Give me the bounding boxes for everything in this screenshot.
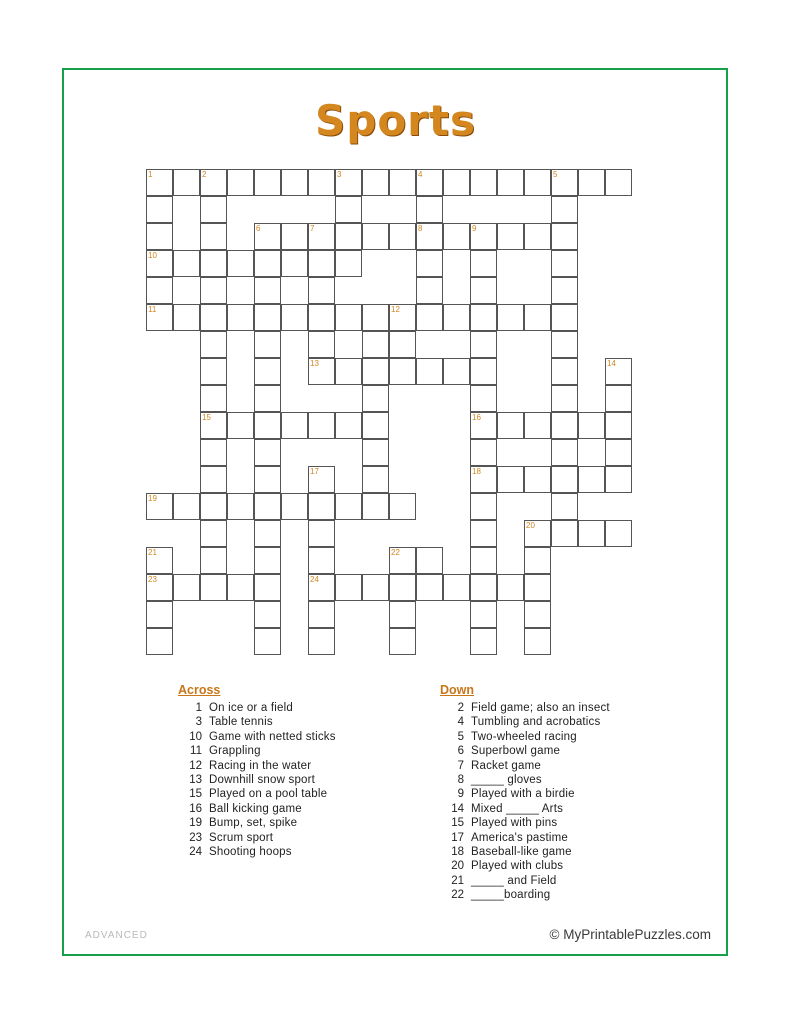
grid-cell[interactable]	[578, 520, 605, 547]
cell-number: 4	[418, 170, 423, 179]
grid-cell[interactable]	[200, 520, 227, 547]
grid-cell[interactable]	[605, 358, 632, 385]
down-clue-item	[440, 773, 720, 787]
cell-number: 9	[472, 224, 477, 233]
down-clue-item	[440, 845, 720, 859]
grid-cell[interactable]	[497, 412, 524, 439]
across-clue-item	[178, 787, 428, 801]
grid-cell[interactable]	[335, 169, 362, 196]
grid-cell[interactable]	[605, 466, 632, 493]
grid-cell[interactable]	[551, 412, 578, 439]
down-clue-number: 17	[451, 831, 464, 844]
grid-cell[interactable]	[254, 547, 281, 574]
grid-cell[interactable]	[335, 358, 362, 385]
grid-cell[interactable]	[362, 574, 389, 601]
cell-number: 20	[526, 521, 535, 530]
grid-cell[interactable]	[524, 304, 551, 331]
grid-cell[interactable]	[605, 439, 632, 466]
across-clue-item	[178, 845, 428, 859]
grid-cell[interactable]	[227, 169, 254, 196]
grid-cell[interactable]	[524, 466, 551, 493]
grid-cell[interactable]	[416, 223, 443, 250]
across-clue-text: Scrum sport	[209, 831, 274, 844]
grid-cell[interactable]	[551, 250, 578, 277]
down-clue-text: Played with pins	[471, 817, 558, 830]
down-clue-number: 22	[451, 889, 464, 902]
cell-number: 16	[472, 413, 481, 422]
grid-cell[interactable]	[389, 547, 416, 574]
grid-cell[interactable]	[362, 358, 389, 385]
grid-cell[interactable]	[200, 493, 227, 520]
grid-cell[interactable]	[524, 412, 551, 439]
crossword-grid[interactable]	[146, 169, 632, 655]
grid-cell[interactable]	[254, 574, 281, 601]
grid-cell[interactable]	[173, 493, 200, 520]
grid-cell[interactable]	[551, 493, 578, 520]
across-clue-item	[178, 715, 428, 729]
grid-cell[interactable]	[389, 169, 416, 196]
grid-cell[interactable]	[416, 547, 443, 574]
grid-cell[interactable]	[308, 304, 335, 331]
cell-number: 21	[148, 548, 157, 557]
cell-number: 8	[418, 224, 423, 233]
grid-cell[interactable]	[470, 358, 497, 385]
grid-cell[interactable]	[524, 223, 551, 250]
grid-cell[interactable]	[254, 277, 281, 304]
grid-cell[interactable]	[227, 493, 254, 520]
cell-number: 12	[391, 305, 400, 314]
copyright-notice: © MyPrintablePuzzles.com	[549, 927, 711, 942]
across-clue-number: 3	[195, 716, 202, 729]
grid-cell[interactable]	[551, 331, 578, 358]
grid-cell[interactable]	[335, 304, 362, 331]
grid-cell[interactable]	[227, 412, 254, 439]
grid-cell[interactable]	[146, 196, 173, 223]
down-clue-text: America's pastime	[471, 831, 568, 844]
grid-cell[interactable]	[281, 493, 308, 520]
grid-cell[interactable]	[470, 439, 497, 466]
grid-cell[interactable]	[281, 412, 308, 439]
grid-cell[interactable]	[146, 601, 173, 628]
grid-cell[interactable]	[470, 520, 497, 547]
grid-cell[interactable]	[551, 358, 578, 385]
grid-cell[interactable]	[497, 466, 524, 493]
across-clue-item	[178, 759, 428, 773]
grid-cell[interactable]	[551, 196, 578, 223]
down-clue-number: 9	[457, 788, 464, 801]
grid-cell[interactable]	[281, 250, 308, 277]
grid-cell[interactable]	[335, 574, 362, 601]
grid-cell[interactable]	[308, 277, 335, 304]
grid-cell[interactable]	[578, 466, 605, 493]
down-clue-text: Field game; also an insect	[471, 702, 610, 714]
across-clues-column	[178, 683, 428, 859]
grid-cell[interactable]	[254, 412, 281, 439]
grid-cell[interactable]	[254, 169, 281, 196]
down-clue-item	[440, 787, 720, 801]
across-clue-text: Ball kicking game	[209, 802, 302, 815]
across-heading: Across	[178, 683, 221, 697]
difficulty-label: ADVANCED	[85, 930, 148, 941]
across-clue-number: 16	[189, 802, 202, 815]
across-clue-number: 10	[189, 730, 202, 743]
grid-cell[interactable]	[443, 169, 470, 196]
grid-cell[interactable]	[146, 223, 173, 250]
grid-cell[interactable]	[389, 601, 416, 628]
grid-cell[interactable]	[551, 385, 578, 412]
grid-cell[interactable]	[254, 520, 281, 547]
grid-cell[interactable]	[470, 412, 497, 439]
grid-cell[interactable]	[362, 331, 389, 358]
cell-number: 18	[472, 467, 481, 476]
grid-cell[interactable]	[200, 277, 227, 304]
down-heading: Down	[440, 683, 475, 697]
cell-number: 5	[553, 170, 558, 179]
grid-cell[interactable]	[389, 331, 416, 358]
grid-cell[interactable]	[173, 250, 200, 277]
down-clue-number: 6	[457, 745, 464, 758]
down-clue-text: _____boarding	[471, 889, 551, 902]
down-clue-text: _____ gloves	[471, 774, 542, 787]
grid-cell[interactable]	[254, 223, 281, 250]
crossword-grid-cells[interactable]	[146, 169, 632, 655]
grid-cell[interactable]	[146, 304, 173, 331]
grid-cell[interactable]	[443, 304, 470, 331]
cell-number: 23	[148, 575, 157, 584]
down-clue-list	[440, 701, 720, 903]
grid-cell[interactable]	[605, 520, 632, 547]
down-clue-number: 18	[451, 846, 464, 859]
grid-cell[interactable]	[254, 385, 281, 412]
grid-cell[interactable]	[146, 574, 173, 601]
across-clue-item	[178, 831, 428, 845]
grid-cell[interactable]	[524, 574, 551, 601]
grid-cell[interactable]	[335, 493, 362, 520]
down-clue-text: Mixed _____ Arts	[471, 802, 564, 815]
down-clue-number: 5	[457, 730, 464, 743]
cell-number: 15	[202, 413, 211, 422]
cell-number: 10	[148, 251, 157, 260]
down-clue-number: 2	[457, 702, 464, 714]
grid-cell[interactable]	[470, 601, 497, 628]
grid-cell[interactable]	[308, 547, 335, 574]
across-clue-text: Shooting hoops	[209, 846, 292, 859]
grid-cell[interactable]	[254, 358, 281, 385]
grid-cell[interactable]	[551, 169, 578, 196]
cell-number: 6	[256, 224, 261, 233]
grid-cell[interactable]	[389, 628, 416, 655]
grid-cell[interactable]	[470, 547, 497, 574]
grid-cell[interactable]	[497, 304, 524, 331]
grid-cell[interactable]	[551, 304, 578, 331]
grid-cell[interactable]	[416, 277, 443, 304]
across-clue-item	[178, 701, 428, 715]
across-clue-list	[178, 701, 428, 859]
grid-cell[interactable]	[605, 169, 632, 196]
grid-cell[interactable]	[416, 196, 443, 223]
down-clue-item	[440, 816, 720, 830]
grid-cell[interactable]	[200, 196, 227, 223]
grid-cell[interactable]	[200, 574, 227, 601]
grid-cell[interactable]	[308, 358, 335, 385]
grid-cell[interactable]	[605, 412, 632, 439]
grid-cell[interactable]	[200, 223, 227, 250]
cell-number: 17	[310, 467, 319, 476]
grid-cell[interactable]	[443, 574, 470, 601]
grid-cell[interactable]	[227, 574, 254, 601]
down-clue-text: Played with clubs	[471, 860, 564, 873]
across-clue-text: Played on a pool table	[209, 788, 328, 801]
grid-cell[interactable]	[551, 439, 578, 466]
grid-cell[interactable]	[362, 493, 389, 520]
across-clue-number: 1	[195, 702, 202, 714]
grid-cell[interactable]	[173, 304, 200, 331]
grid-cell[interactable]	[227, 250, 254, 277]
grid-cell[interactable]	[362, 466, 389, 493]
grid-cell[interactable]	[308, 574, 335, 601]
grid-cell[interactable]	[254, 466, 281, 493]
grid-cell[interactable]	[470, 385, 497, 412]
down-clue-item	[440, 802, 720, 816]
down-clue-text: Tumbling and acrobatics	[471, 716, 601, 729]
grid-cell[interactable]	[551, 277, 578, 304]
grid-cell[interactable]	[362, 439, 389, 466]
grid-cell[interactable]	[605, 385, 632, 412]
across-clue-number: 15	[189, 788, 202, 801]
across-clue-text: Game with netted sticks	[209, 730, 336, 743]
cell-number: 13	[310, 359, 319, 368]
grid-cell[interactable]	[254, 601, 281, 628]
across-clue-item	[178, 802, 428, 816]
grid-cell[interactable]	[308, 223, 335, 250]
grid-cell[interactable]	[524, 628, 551, 655]
down-clue-item	[440, 874, 720, 888]
grid-cell[interactable]	[308, 466, 335, 493]
grid-cell[interactable]	[200, 169, 227, 196]
grid-cell[interactable]	[308, 250, 335, 277]
grid-cell[interactable]	[578, 412, 605, 439]
across-clue-text: Downhill snow sport	[209, 774, 316, 787]
grid-cell[interactable]	[254, 628, 281, 655]
grid-cell[interactable]	[416, 169, 443, 196]
down-clue-text: Racket game	[471, 759, 541, 772]
down-clue-item	[440, 701, 720, 715]
grid-cell[interactable]	[146, 169, 173, 196]
down-clue-number: 7	[457, 759, 464, 772]
cell-number: 22	[391, 548, 400, 557]
grid-cell[interactable]	[470, 628, 497, 655]
grid-cell[interactable]	[362, 412, 389, 439]
grid-cell[interactable]	[254, 331, 281, 358]
grid-cell[interactable]	[470, 331, 497, 358]
grid-cell[interactable]	[281, 304, 308, 331]
across-clue-item	[178, 730, 428, 744]
grid-cell[interactable]	[281, 169, 308, 196]
grid-cell[interactable]	[227, 304, 254, 331]
grid-cell[interactable]	[389, 493, 416, 520]
across-clue-item	[178, 744, 428, 758]
down-clues-column	[440, 683, 720, 903]
grid-cell[interactable]	[335, 412, 362, 439]
grid-cell[interactable]	[416, 250, 443, 277]
grid-cell[interactable]	[254, 304, 281, 331]
grid-cell[interactable]	[200, 439, 227, 466]
cell-number: 2	[202, 170, 207, 179]
grid-cell[interactable]	[254, 439, 281, 466]
grid-cell[interactable]	[173, 574, 200, 601]
page-title: Sports	[315, 96, 476, 145]
grid-cell[interactable]	[200, 466, 227, 493]
across-clue-number: 19	[189, 817, 202, 830]
cell-number: 1	[148, 170, 153, 179]
grid-cell[interactable]	[497, 169, 524, 196]
grid-cell[interactable]	[497, 223, 524, 250]
down-clue-number: 14	[451, 802, 464, 815]
grid-cell[interactable]	[308, 493, 335, 520]
cell-number: 3	[337, 170, 342, 179]
down-clue-text: Played with a birdie	[471, 788, 575, 801]
grid-cell[interactable]	[524, 547, 551, 574]
grid-cell[interactable]	[308, 412, 335, 439]
grid-cell[interactable]	[524, 520, 551, 547]
grid-cell[interactable]	[470, 169, 497, 196]
grid-cell[interactable]	[470, 277, 497, 304]
grid-cell[interactable]	[254, 493, 281, 520]
grid-cell[interactable]	[443, 223, 470, 250]
grid-cell[interactable]	[578, 169, 605, 196]
grid-cell[interactable]	[470, 250, 497, 277]
grid-cell[interactable]	[146, 250, 173, 277]
grid-cell[interactable]	[308, 331, 335, 358]
across-clue-number: 24	[189, 846, 202, 859]
grid-cell[interactable]	[524, 169, 551, 196]
grid-cell[interactable]	[551, 520, 578, 547]
grid-cell[interactable]	[551, 466, 578, 493]
down-clue-item	[440, 744, 720, 758]
grid-cell[interactable]	[389, 574, 416, 601]
grid-cell[interactable]	[470, 466, 497, 493]
down-clue-item	[440, 759, 720, 773]
down-clue-item	[440, 888, 720, 902]
grid-cell[interactable]	[308, 169, 335, 196]
grid-cell[interactable]	[362, 304, 389, 331]
down-clue-text: Baseball-like game	[471, 846, 572, 859]
grid-cell[interactable]	[146, 547, 173, 574]
grid-cell[interactable]	[470, 304, 497, 331]
across-clue-text: Table tennis	[209, 716, 273, 729]
grid-cell[interactable]	[470, 574, 497, 601]
cell-number: 24	[310, 575, 319, 584]
across-clue-text: Bump, set, spike	[209, 817, 298, 830]
grid-cell[interactable]	[308, 628, 335, 655]
down-clue-text: Two-wheeled racing	[471, 730, 577, 743]
grid-cell[interactable]	[146, 277, 173, 304]
down-clue-number: 4	[457, 716, 464, 729]
grid-cell[interactable]	[281, 223, 308, 250]
grid-cell[interactable]	[335, 223, 362, 250]
across-clue-text: Grappling	[209, 745, 261, 758]
grid-cell[interactable]	[254, 250, 281, 277]
grid-cell[interactable]	[308, 601, 335, 628]
grid-cell[interactable]	[146, 628, 173, 655]
grid-cell[interactable]	[200, 331, 227, 358]
grid-cell[interactable]	[362, 169, 389, 196]
grid-cell[interactable]	[497, 574, 524, 601]
grid-cell[interactable]	[200, 358, 227, 385]
across-clue-text: Racing in the water	[209, 759, 312, 772]
across-clue-number: 23	[189, 831, 202, 844]
cell-number: 11	[148, 305, 157, 314]
grid-cell[interactable]	[200, 304, 227, 331]
grid-cell[interactable]	[200, 412, 227, 439]
down-clue-number: 20	[451, 860, 464, 873]
down-clue-item	[440, 715, 720, 729]
grid-cell[interactable]	[416, 574, 443, 601]
grid-cell[interactable]	[200, 250, 227, 277]
down-clue-number: 15	[451, 817, 464, 830]
grid-cell[interactable]	[362, 385, 389, 412]
across-clue-item	[178, 816, 428, 830]
grid-cell[interactable]	[416, 358, 443, 385]
grid-cell[interactable]	[200, 385, 227, 412]
cell-number: 14	[607, 359, 616, 368]
down-clue-text: _____ and Field	[471, 874, 557, 887]
across-clue-number: 11	[190, 745, 202, 758]
grid-cell[interactable]	[470, 223, 497, 250]
grid-cell[interactable]	[389, 358, 416, 385]
down-clue-number: 21	[451, 874, 464, 887]
cell-number: 7	[310, 224, 315, 233]
grid-cell[interactable]	[524, 601, 551, 628]
across-clue-text: On ice or a field	[209, 702, 293, 714]
down-clue-item	[440, 859, 720, 873]
down-clue-item	[440, 730, 720, 744]
grid-cell[interactable]	[443, 358, 470, 385]
across-clue-number: 13	[189, 774, 202, 787]
grid-cell[interactable]	[308, 520, 335, 547]
cell-number: 19	[148, 494, 157, 503]
down-clue-text: Superbowl game	[471, 745, 561, 758]
grid-cell[interactable]	[362, 223, 389, 250]
grid-cell[interactable]	[551, 223, 578, 250]
grid-cell[interactable]	[389, 304, 416, 331]
grid-cell[interactable]	[389, 223, 416, 250]
across-clue-item	[178, 773, 428, 787]
grid-cell[interactable]	[173, 169, 200, 196]
grid-cell[interactable]	[335, 196, 362, 223]
grid-cell[interactable]	[470, 493, 497, 520]
down-clue-number: 8	[457, 774, 464, 787]
grid-cell[interactable]	[416, 304, 443, 331]
down-clue-item	[440, 831, 720, 845]
grid-cell[interactable]	[146, 493, 173, 520]
across-clue-number: 12	[189, 759, 202, 772]
grid-cell[interactable]	[200, 547, 227, 574]
grid-cell[interactable]	[335, 250, 362, 277]
